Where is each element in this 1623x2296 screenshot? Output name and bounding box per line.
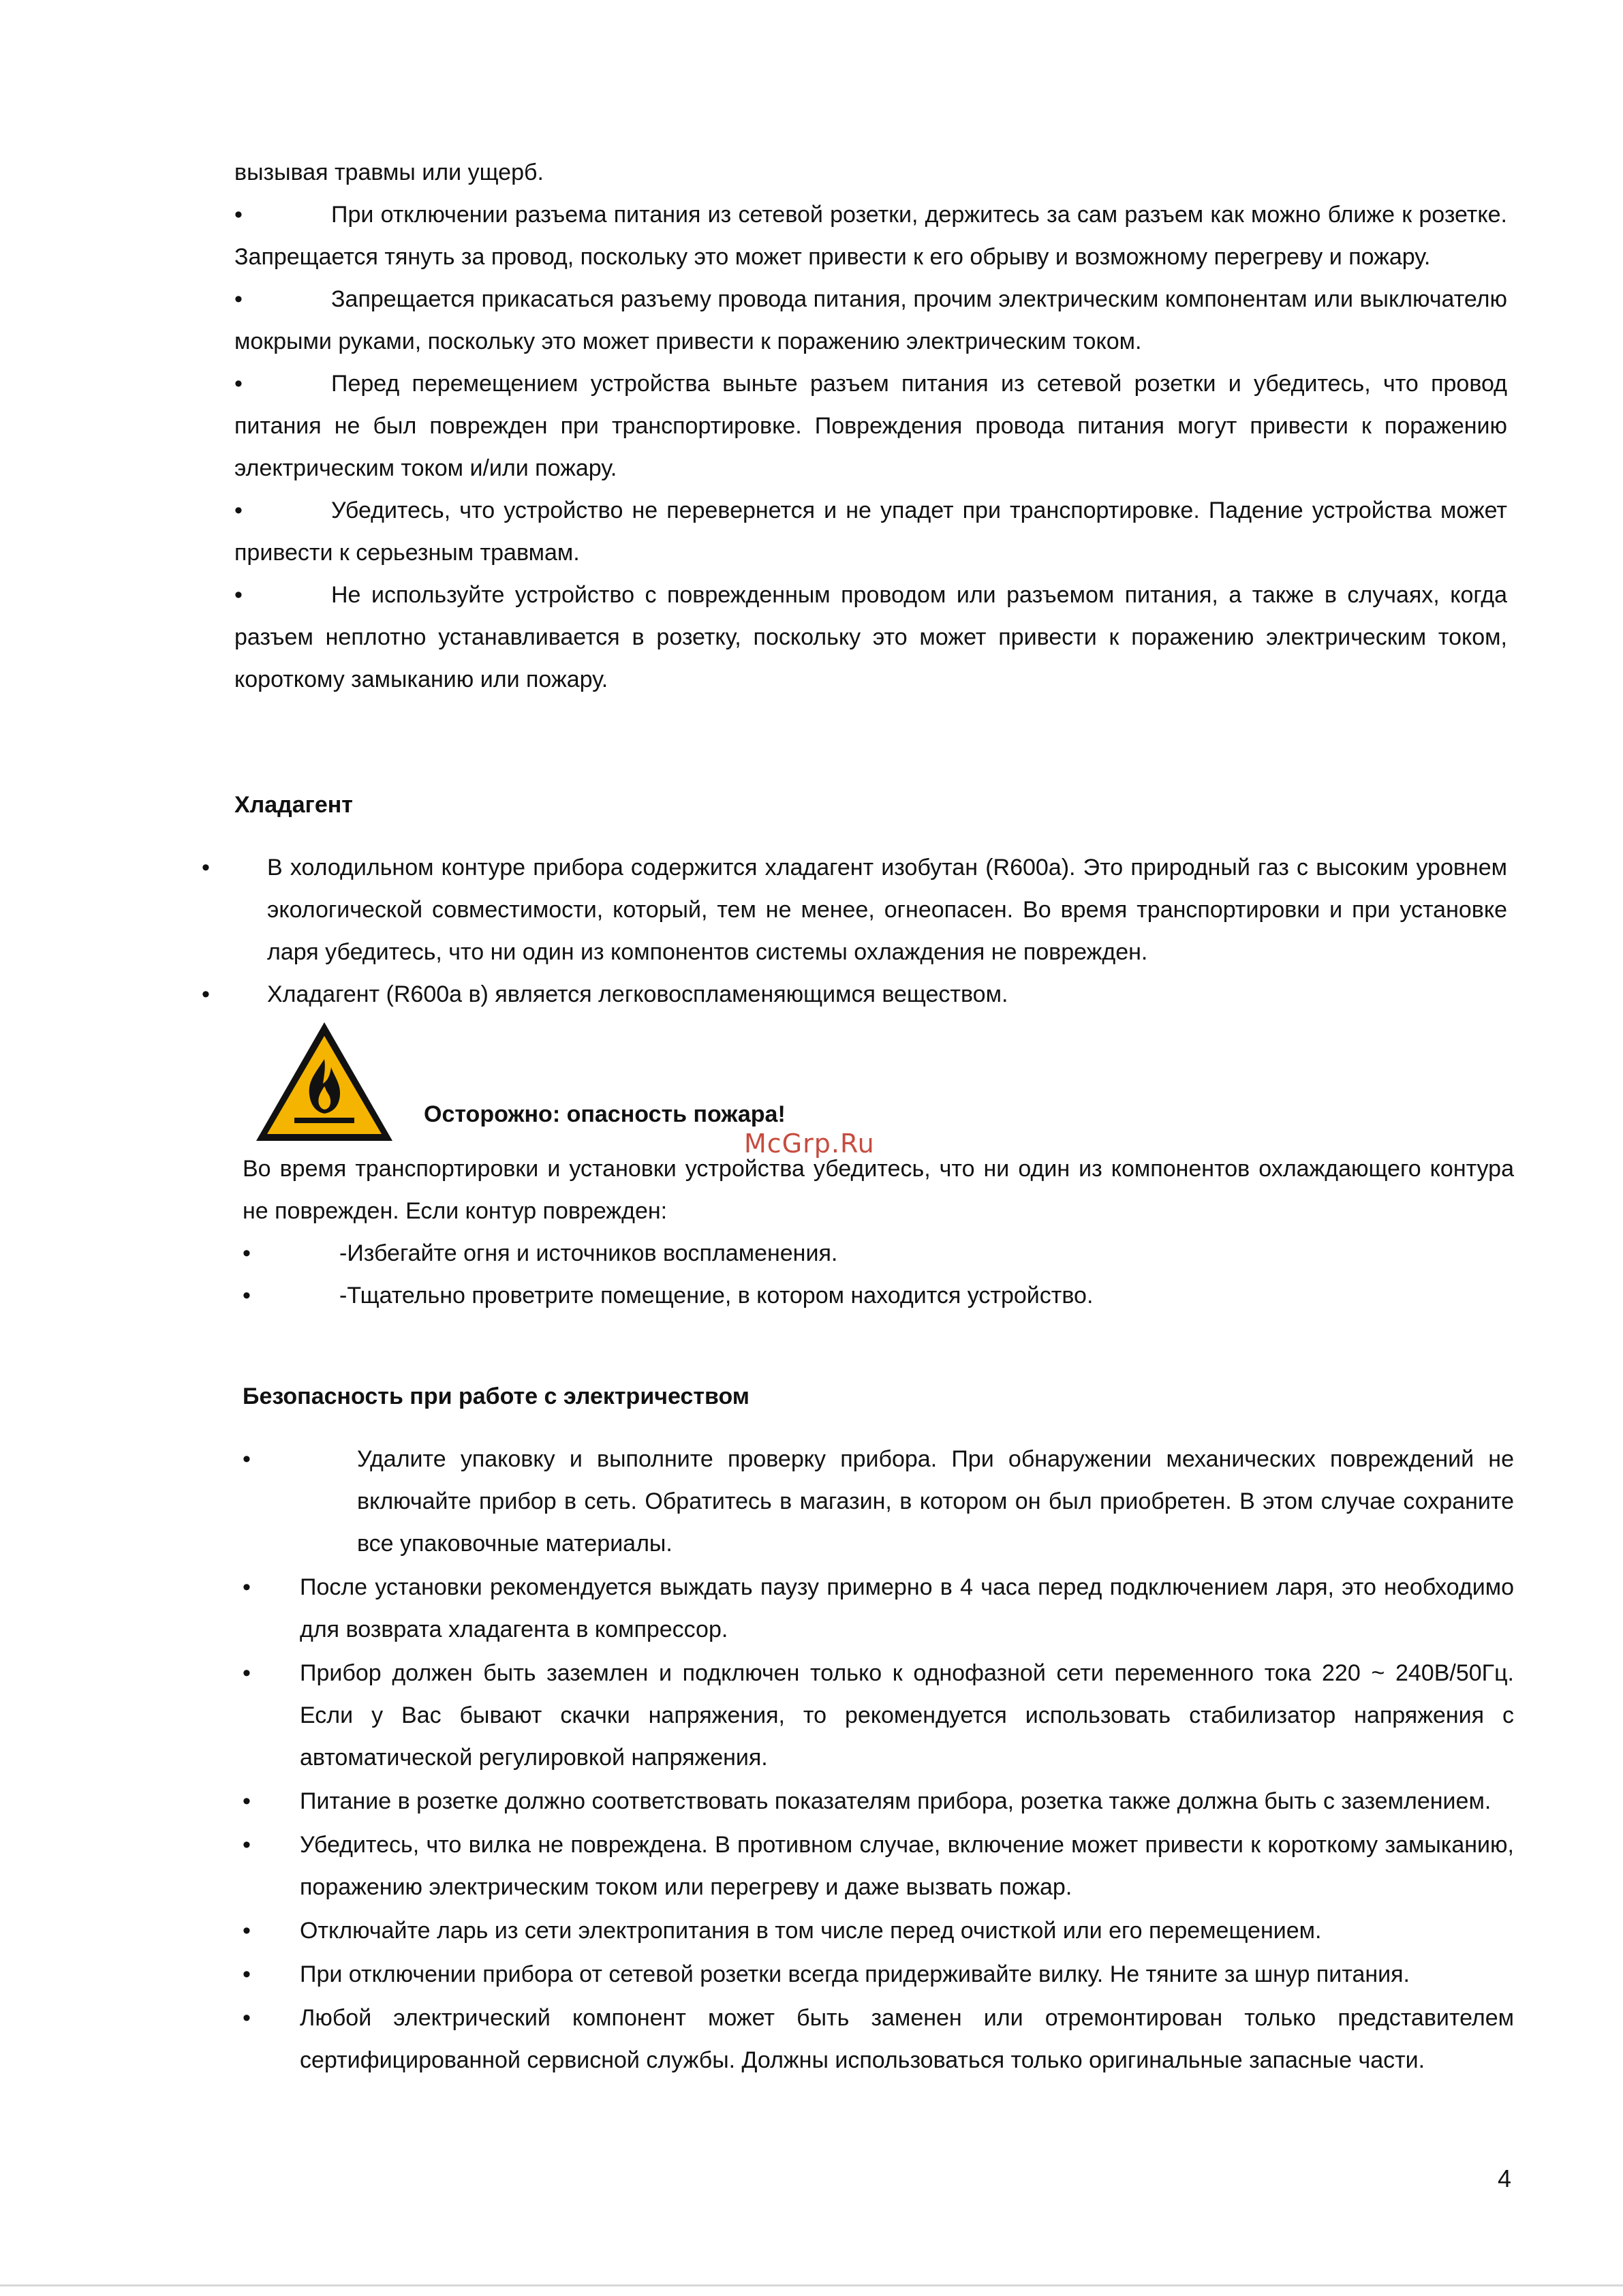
list-item xyxy=(243,1566,1514,1651)
bullet: • xyxy=(243,1918,251,1944)
electrical-heading: Безопасность при работе с электричеством xyxy=(243,1383,749,1409)
list-item xyxy=(234,574,1507,701)
page-number: 4 xyxy=(1498,2164,1512,2192)
warning-title: Осторожно: опасность пожара! xyxy=(424,1101,786,1127)
warning-section xyxy=(243,1148,1514,1317)
bullet: • xyxy=(202,855,210,881)
list-item-text: Удалите упаковку и выполните проверку прибора. При обнаружении механических повреждений не включайте прибор в сеть. Обратитесь в магазин, в котором он был приобретен. В этом случае сохраните все упаковочные материалы. xyxy=(357,1446,1514,1557)
bullet: • xyxy=(243,1961,251,1987)
warning-paragraph: Во время транспортировки и установки устройства убедитесь, что ни один из компонентов охлаждающего контура не поврежден. Если контур поврежден: xyxy=(243,1156,1514,1224)
list-item-text: Любой электрический компонент может быть заменен или отремонтирован только представителем сертифицированной сервисной службы. Должны использоваться только оригинальные запасные части. xyxy=(300,2005,1514,2073)
list-item-text: После установки рекомендуется выждать паузу примерно в 4 часа перед подключением ларя, это необходимо для возврата хладагента в компрессор. xyxy=(300,1574,1514,1642)
list-item-text: Отключайте ларь из сети электропитания в том числе перед очисткой или его перемещением. xyxy=(300,1918,1322,1944)
bullet: • xyxy=(243,1788,251,1814)
bullet: • xyxy=(243,1832,251,1858)
bullet: • xyxy=(243,1283,251,1308)
list-item xyxy=(243,1953,1514,1995)
list-item-text: -Избегайте огня и источников воспламенения. xyxy=(339,1240,838,1266)
list-item-text: Прибор должен быть заземлен и подключен только к однофазной сети переменного тока 220 ~ 240В/50Гц. Если у Вас бывают скачки напряжения, то рекомендуется использовать стабилизатор напряжения с автоматической регулировкой напряжения. xyxy=(300,1660,1514,1771)
list-item xyxy=(243,1438,1514,1565)
bullet: • xyxy=(243,1446,251,1472)
list-item-text: В холодильном контуре прибора содержится хладагент изобутан (R600a). Это природный газ с высоким уровнем экологической совместимости, который, тем не менее, огнеопасен. Во время транспортировки и при установке ларя убедитесь, что ни один из компонентов системы охлаждения не поврежден. xyxy=(267,855,1507,965)
list-item-text: Не используйте устройство с поврежденным проводом или разъемом питания, а также в случаях, когда разъем неплотно устанавливается в розетку, поскольку это может привести к поражению электрическим током, короткому замыканию или пожару. xyxy=(234,582,1507,692)
list-item-text: Перед перемещением устройства выньте разъем питания из сетевой розетки и убедитесь, что провод питания не был поврежден при транспортировке. Повреждения провода питания могут привести к поражению электрическим током и/или пожару. xyxy=(234,371,1507,481)
list-item xyxy=(243,1652,1514,1779)
list-item-text: Убедитесь, что устройство не перевернется и не упадет при транспортировке. Падение устройства может привести к серьезным травмам. xyxy=(234,498,1507,566)
safety-section xyxy=(234,151,1507,701)
bullet: • xyxy=(234,498,243,523)
electrical-list xyxy=(243,1438,1514,2081)
bullet: • xyxy=(243,2005,251,2031)
list-item xyxy=(234,363,1507,489)
list-item-text: Хладагент (R600a в) является легковоспламеняющимся веществом. xyxy=(267,981,1008,1007)
bullet: • xyxy=(234,286,243,312)
bullet: • xyxy=(234,202,243,228)
bullet: • xyxy=(243,1574,251,1600)
watermark: McGrp.Ru xyxy=(744,1129,875,1159)
list-item-text: -Тщательно проветрите помещение, в котором находится устройство. xyxy=(339,1283,1094,1308)
list-item xyxy=(202,846,1507,973)
list-item xyxy=(243,1780,1514,1822)
bullet: • xyxy=(243,1660,251,1686)
bullet: • xyxy=(243,1240,251,1266)
fire-hazard-warning-icon xyxy=(252,1018,397,1145)
bullet: • xyxy=(202,981,210,1007)
list-item xyxy=(243,1824,1514,1908)
list-item xyxy=(243,1232,1514,1274)
list-item-text: Убедитесь, что вилка не повреждена. В противном случае, включение может привести к короткому замыканию, поражению электрическим током или перегреву и даже вызвать пожар. xyxy=(300,1832,1514,1900)
intro-line: вызывая травмы или ущерб. xyxy=(234,159,544,185)
bullet: • xyxy=(234,582,243,608)
list-item xyxy=(234,194,1507,278)
list-item xyxy=(234,278,1507,363)
list-item xyxy=(243,1274,1514,1317)
refrigerant-list xyxy=(202,846,1507,1015)
list-item-text: При отключении прибора от сетевой розетки всегда придерживайте вилку. Не тяните за шнур питания. xyxy=(300,1961,1410,1987)
list-item-text: При отключении разъема питания из сетевой розетки, держитесь за сам разъем как можно ближе к розетке. Запрещается тянуть за провод, поскольку это может привести к его обрыву и возможному перегреву и пожару. xyxy=(234,202,1507,270)
list-item xyxy=(243,1910,1514,1952)
list-item-text: Запрещается прикасаться разъему провода питания, прочим электрическим компонентам или выключателю мокрыми руками, поскольку это может привести к поражению электрическим током. xyxy=(234,286,1507,354)
bullet: • xyxy=(234,371,243,397)
list-item xyxy=(243,1997,1514,2081)
refrigerant-heading: Хладагент xyxy=(234,792,353,818)
list-item xyxy=(234,489,1507,574)
page-bottom-edge xyxy=(0,2284,1623,2286)
list-item-text: Питание в розетке должно соответствовать показателям прибора, розетка также должна быть с заземлением. xyxy=(300,1788,1491,1814)
list-item xyxy=(202,973,1507,1015)
